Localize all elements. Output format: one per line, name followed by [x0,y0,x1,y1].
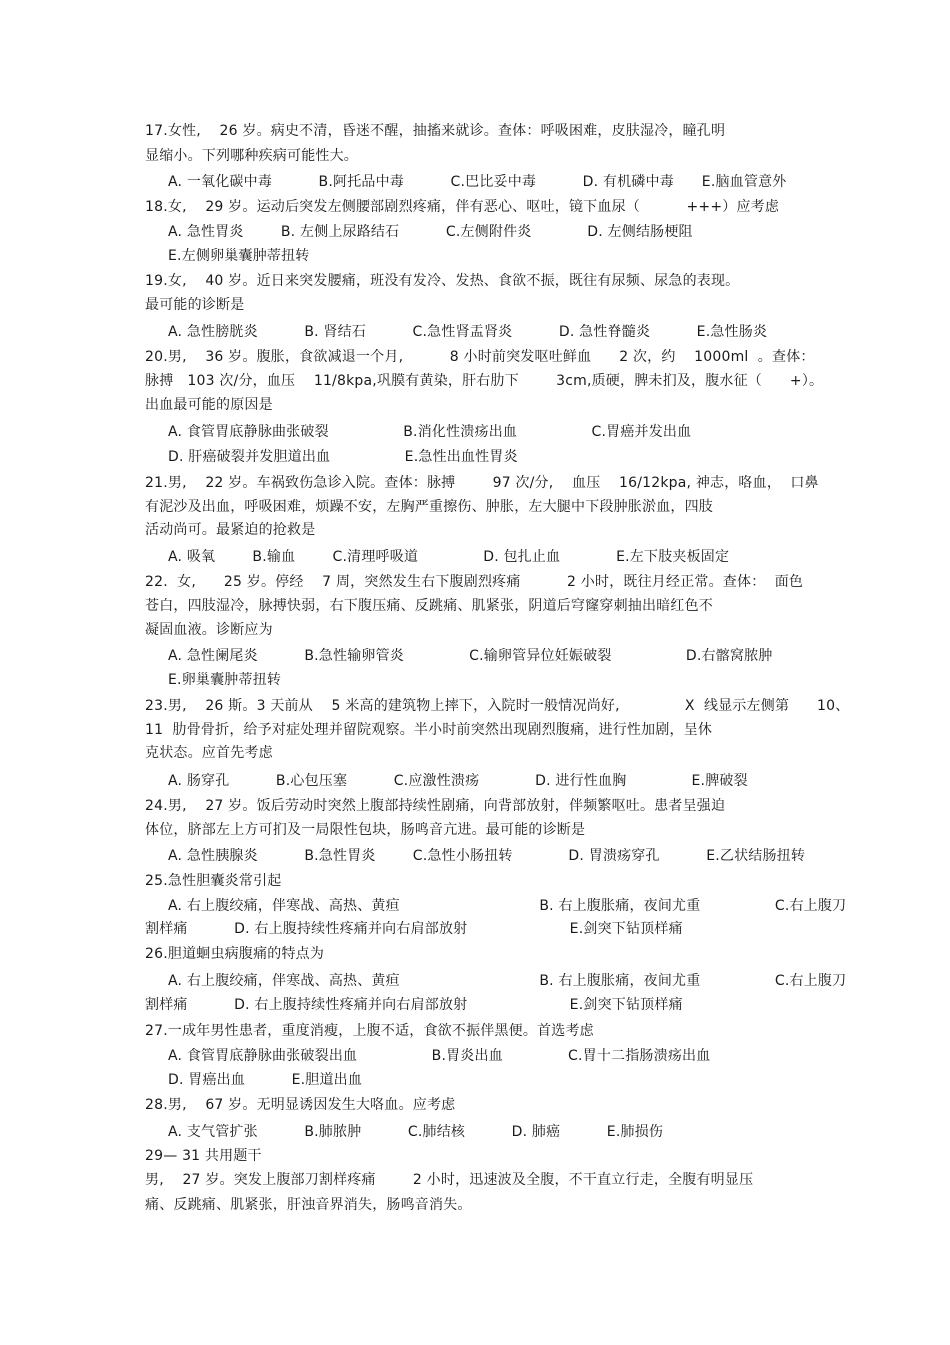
question-line: 22. 女, 25 岁。停经 7 周，突然发生右下腹剧烈疼痛 2 小时，既往月经正常。查体： 面色 [145,574,804,590]
answer-options-line: E.卵巢囊肿蒂扭转 [168,672,282,688]
question-line: 割样痛 D. 右上腹持续性疼痛并向右肩部放射 E.剑突下钻顶样痛 [145,921,683,937]
question-line: 割样痛 D. 右上腹持续性疼痛并向右肩部放射 E.剑突下钻顶样痛 [145,997,683,1013]
question-line: 29— 31 共用题干 [145,1148,262,1164]
question-line: 20.男, 36 岁。腹胀，食欲减退一个月, 8 小时前突发呕吐鲜血 2 次，约 1000ml 。查体： [145,349,815,365]
question-line: 21.男, 22 岁。车祸致伤急诊入院。查体：脉搏 97 次/分, 血压 16/12kpa, 神志，咯血， 口鼻 [145,475,819,491]
question-line: 男, 27 岁。突发上腹部刀割样疼痛 2 小时，迅速波及全腹，不干直立行走，全腹有明显压 [145,1172,754,1188]
question-line: 最可能的诊断是 [145,297,245,313]
answer-options-line: A. 右上腹绞痛，伴寒战、高热、黄疸 B. 右上腹胀痛，夜间尤重 C.右上腹刀 [168,898,847,914]
answer-options-line: A. 食管胃底静脉曲张破裂 B.消化性溃疡出血 C.胃癌并发出血 [168,424,692,440]
question-line: 体位，脐部左上方可扪及一局限性包块，肠鸣音亢进。最可能的诊断是 [145,822,586,838]
question-line: 显缩小。下列哪种疾病可能性大。 [145,148,358,164]
question-line: 脉搏 103 次/分，血压 11/8kpa,巩膜有黄染，肝右肋下 3cm,质硬，脾未扪及，腹水征（ +）。 [145,373,824,389]
question-line: 11 肋骨骨折，给予对症处理并留院观察。半小时前突然出现剧烈腹痛，进行性加剧，呈休 [145,722,713,738]
question-line: 24.男, 27 岁。饭后劳动时突然上腹部持续性剧痛，向背部放射，伴频繁呕吐。患者呈强迫 [145,798,726,814]
answer-options-line: A. 急性胰腺炎 B.急性胃炎 C.急性小肠扭转 D. 胃溃疡穿孔 E.乙状结肠扭转 [168,848,806,864]
question-line: 17.女性, 26 岁。病史不清，昏迷不醒，抽搐来就诊。查体：呼吸困难，皮肤湿冷，瞳孔明 [145,123,726,139]
answer-options-line: A. 急性胃炎 B. 左侧上尿路结石 C.左侧附件炎 D. 左侧结肠梗阻 [168,224,693,240]
answer-options-line: A. 右上腹绞痛，伴寒战、高热、黄疸 B. 右上腹胀痛，夜间尤重 C.右上腹刀 [168,973,847,989]
answer-options-line: A. 支气管扩张 B.肺脓肿 C.肺结核 D. 肺癌 E.肺损伤 [168,1124,664,1140]
question-line: 19.女, 40 岁。近日来突发腰痛，班没有发冷、发热、食欲不振，既往有尿频、尿急的表现。 [145,273,740,289]
question-line: 26.胆道蛔虫病腹痛的特点为 [145,946,325,962]
question-line: 出血最可能的原因是 [145,397,273,413]
answer-options-line: A. 一氧化碳中毒 B.阿托品中毒 C.巴比妥中毒 D. 有机磷中毒 E.脑血管意外 [168,174,787,190]
answer-options-line: A. 急性膀胱炎 B. 肾结石 C.急性肾盂肾炎 D. 急性脊髓炎 E.急性肠炎 [168,324,768,340]
question-line: 苍白，四肢湿冷，脉搏快弱，右下腹压痛、反跳痛、肌紧张，阴道后穹窿穿刺抽出暗红色不 [145,598,713,614]
question-line: 活动尚可。最紧迫的抢救是 [145,522,316,538]
question-line: 28.男, 67 岁。无明显诱因发生大咯血。应考虑 [145,1097,456,1113]
question-line: 25.急性胆囊炎常引起 [145,873,282,889]
answer-options-line: A. 吸氧 B.输血 C.清理呼吸道 D. 包扎止血 E.左下肢夹板固定 [168,549,730,565]
question-line: 18.女, 29 岁。运动后突发左侧腰部剧烈疼痛，伴有恶心、呕吐，镜下血尿（ +++）应考虑 [145,199,780,215]
answer-options-line: A. 急性阑尾炎 B.急性输卵管炎 C.输卵管异位妊娠破裂 D.右髂窝脓肿 [168,648,773,664]
answer-options-line: E.左侧卵巢囊肿蒂扭转 [168,248,310,264]
answer-options-line: D. 肝癌破裂并发胆道出血 E.急性出血性胃炎 [168,449,518,465]
question-line: 凝固血液。诊断应为 [145,622,273,638]
answer-options-line: A. 食管胃底静脉曲张破裂出血 B.胃炎出血 C.胃十二指肠溃疡出血 [168,1048,711,1064]
question-line: 痛、反跳痛、肌紧张，肝浊音界消失，肠鸣音消失。 [145,1197,472,1213]
question-line: 克状态。应首先考虑 [145,745,273,761]
question-line: 有泥沙及出血，呼吸困难，烦躁不安，左胸严重擦伤、肿胀，左大腿中下段肿胀淤血，四肢 [145,499,713,515]
answer-options-line: A. 肠穿孔 B.心包压塞 C.应激性溃疡 D. 进行性血胸 E.脾破裂 [168,773,748,789]
question-line: 23.男, 26 斯。3 天前从 5 米高的建筑物上摔下，入院时一般情况尚好, X 线显示左侧第 10、 [145,698,850,714]
answer-options-line: D. 胃癌出血 E.胆道出血 [168,1072,363,1088]
question-line: 27.一成年男性患者，重度消瘦，上腹不适，食欲不振伴黑便。首选考虑 [145,1023,594,1039]
